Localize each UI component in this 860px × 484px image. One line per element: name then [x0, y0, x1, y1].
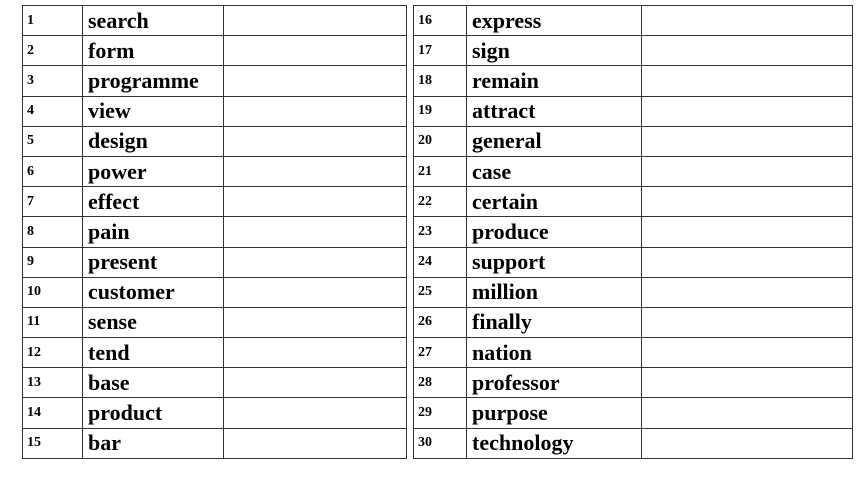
answer-blank-cell — [642, 307, 853, 337]
row-number: 2 — [23, 36, 83, 66]
vocab-row — [23, 156, 407, 186]
row-number: 21 — [414, 156, 467, 186]
row-number: 19 — [414, 96, 467, 126]
vocab-row — [23, 368, 407, 398]
row-number: 3 — [23, 66, 83, 96]
answer-blank-cell — [642, 428, 853, 458]
vocab-row — [414, 368, 853, 398]
vocab-word: produce — [467, 217, 642, 247]
vocab-row — [414, 428, 853, 458]
answer-blank-cell — [642, 126, 853, 156]
row-number: 8 — [23, 217, 83, 247]
vocab-table-right — [413, 5, 853, 459]
vocab-word: case — [467, 156, 642, 186]
row-number: 5 — [23, 126, 83, 156]
answer-blank-cell — [642, 6, 853, 36]
vocab-row — [414, 398, 853, 428]
vocab-word: present — [83, 247, 224, 277]
answer-blank-cell — [642, 338, 853, 368]
vocab-word: tend — [83, 338, 224, 368]
vocab-row — [414, 277, 853, 307]
vocab-word: effect — [83, 187, 224, 217]
answer-blank-cell — [224, 126, 407, 156]
row-number: 11 — [23, 307, 83, 337]
vocab-row — [23, 126, 407, 156]
vocab-word: purpose — [467, 398, 642, 428]
answer-blank-cell — [224, 96, 407, 126]
vocab-row — [23, 6, 407, 36]
vocab-word: bar — [83, 428, 224, 458]
vocab-row — [414, 126, 853, 156]
row-number: 4 — [23, 96, 83, 126]
vocab-row — [23, 187, 407, 217]
vocab-row — [23, 428, 407, 458]
vocab-row — [414, 96, 853, 126]
answer-blank-cell — [224, 187, 407, 217]
answer-blank-cell — [642, 217, 853, 247]
vocab-word: million — [467, 277, 642, 307]
row-number: 28 — [414, 368, 467, 398]
vocab-word: sense — [83, 307, 224, 337]
row-number: 13 — [23, 368, 83, 398]
vocab-row — [414, 187, 853, 217]
row-number: 12 — [23, 338, 83, 368]
row-number: 7 — [23, 187, 83, 217]
vocab-table-left-body — [23, 6, 407, 459]
vocab-word: programme — [83, 66, 224, 96]
row-number: 24 — [414, 247, 467, 277]
row-number: 17 — [414, 36, 467, 66]
row-number: 6 — [23, 156, 83, 186]
vocab-row — [23, 398, 407, 428]
vocab-row — [23, 36, 407, 66]
row-number: 26 — [414, 307, 467, 337]
row-number: 16 — [414, 6, 467, 36]
vocab-row — [23, 66, 407, 96]
vocab-word: sign — [467, 36, 642, 66]
answer-blank-cell — [224, 247, 407, 277]
vocab-word: finally — [467, 307, 642, 337]
row-number: 23 — [414, 217, 467, 247]
vocab-row — [414, 6, 853, 36]
vocab-word: general — [467, 126, 642, 156]
row-number: 10 — [23, 277, 83, 307]
answer-blank-cell — [224, 338, 407, 368]
row-number: 18 — [414, 66, 467, 96]
row-number: 27 — [414, 338, 467, 368]
vocab-table-left — [22, 5, 407, 459]
row-number: 30 — [414, 428, 467, 458]
vocab-row — [23, 277, 407, 307]
answer-blank-cell — [642, 247, 853, 277]
vocab-word: view — [83, 96, 224, 126]
answer-blank-cell — [224, 36, 407, 66]
vocab-word: form — [83, 36, 224, 66]
answer-blank-cell — [224, 368, 407, 398]
vocab-word: design — [83, 126, 224, 156]
answer-blank-cell — [224, 6, 407, 36]
vocab-word: remain — [467, 66, 642, 96]
row-number: 1 — [23, 6, 83, 36]
vocab-row — [23, 307, 407, 337]
vocab-word: certain — [467, 187, 642, 217]
vocab-word: power — [83, 156, 224, 186]
answer-blank-cell — [642, 156, 853, 186]
answer-blank-cell — [642, 368, 853, 398]
vocab-row — [23, 247, 407, 277]
vocab-word: attract — [467, 96, 642, 126]
vocab-word: search — [83, 6, 224, 36]
vocab-word: support — [467, 247, 642, 277]
vocab-word: professor — [467, 368, 642, 398]
answer-blank-cell — [642, 398, 853, 428]
vocab-row — [23, 217, 407, 247]
vocab-row — [414, 36, 853, 66]
answer-blank-cell — [224, 217, 407, 247]
answer-blank-cell — [224, 398, 407, 428]
answer-blank-cell — [642, 187, 853, 217]
vocab-row — [414, 338, 853, 368]
answer-blank-cell — [224, 66, 407, 96]
row-number: 9 — [23, 247, 83, 277]
answer-blank-cell — [642, 277, 853, 307]
vocab-row — [23, 338, 407, 368]
row-number: 25 — [414, 277, 467, 307]
answer-blank-cell — [224, 428, 407, 458]
answer-blank-cell — [224, 156, 407, 186]
vocab-word: nation — [467, 338, 642, 368]
vocab-word: base — [83, 368, 224, 398]
answer-blank-cell — [642, 36, 853, 66]
vocab-table-right-body — [414, 6, 853, 459]
vocab-row — [414, 66, 853, 96]
vocab-word: customer — [83, 277, 224, 307]
vocab-row — [23, 96, 407, 126]
row-number: 22 — [414, 187, 467, 217]
vocab-row — [414, 247, 853, 277]
answer-blank-cell — [224, 307, 407, 337]
vocab-word: express — [467, 6, 642, 36]
row-number: 14 — [23, 398, 83, 428]
answer-blank-cell — [642, 66, 853, 96]
row-number: 29 — [414, 398, 467, 428]
row-number: 20 — [414, 126, 467, 156]
answer-blank-cell — [642, 96, 853, 126]
row-number: 15 — [23, 428, 83, 458]
answer-blank-cell — [224, 277, 407, 307]
vocab-row — [414, 156, 853, 186]
vocab-word: technology — [467, 428, 642, 458]
vocab-word: pain — [83, 217, 224, 247]
vocab-row — [414, 307, 853, 337]
vocab-row — [414, 217, 853, 247]
vocab-word: product — [83, 398, 224, 428]
